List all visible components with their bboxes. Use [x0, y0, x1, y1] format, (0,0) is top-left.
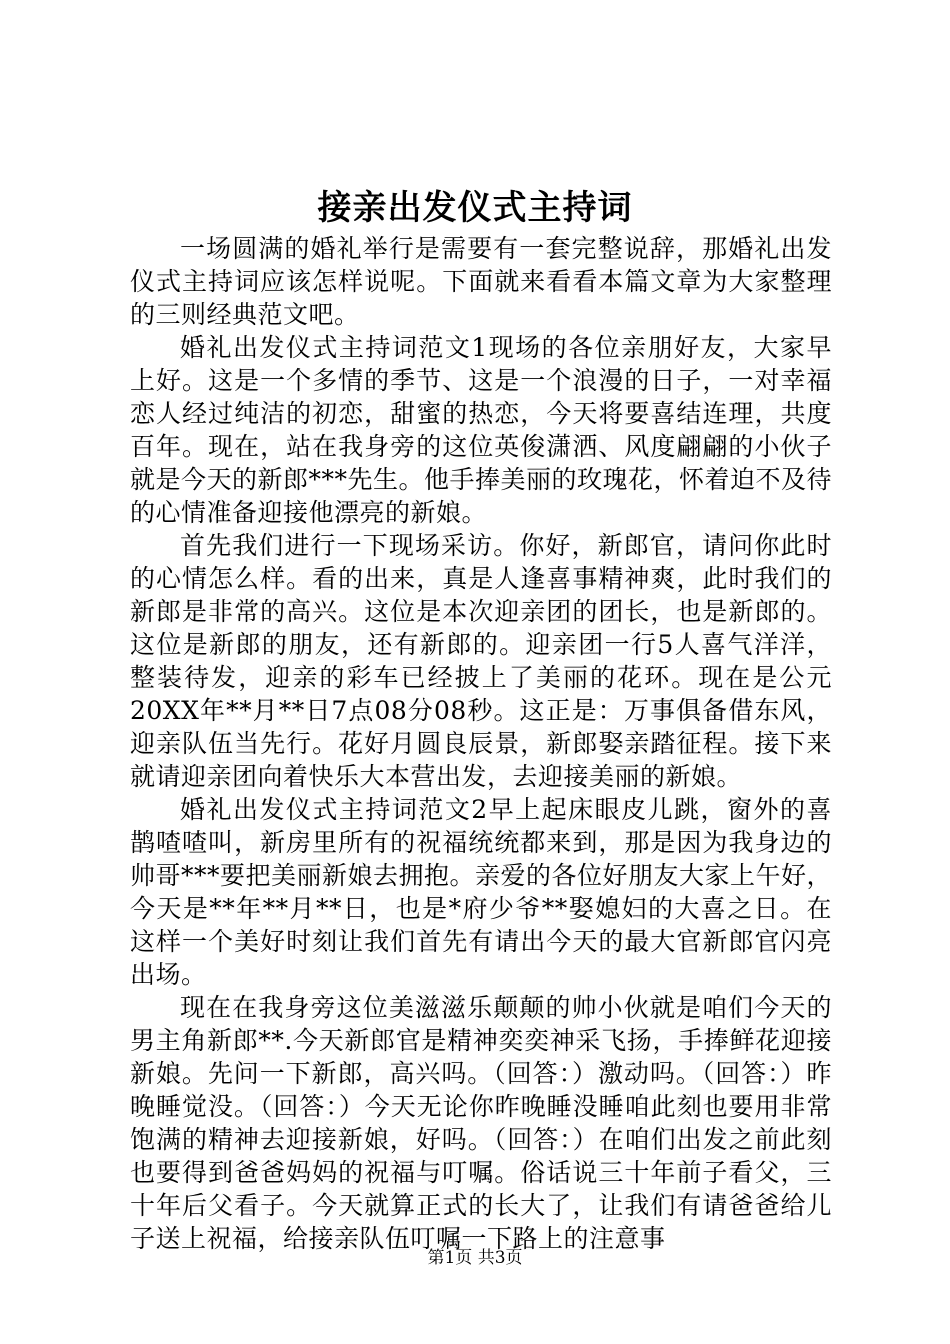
paragraph-sample-1: 婚礼出发仪式主持词范文1现场的各位亲朋好友，大家早上好。这是一个多情的季节、这是一个浪漫的日子，一对幸福恋人经过纯洁的初恋，甜蜜的热恋，今天将要喜结连理，共度百年。现在，站在我身旁的这位英俊潇洒、风度翩翩的小伙子就是今天的新郎***先生。他手捧美丽的玫瑰花，怀着迫不及待的心情准备迎接他漂亮的新娘。 [130, 333, 833, 527]
paragraph-interview: 首先我们进行一下现场采访。你好，新郎官，请问你此时的心情怎么样。看的出来，真是人逢喜事精神爽，此时我们的新郎是非常的高兴。这位是本次迎亲团的团长，也是新郎的。这位是新郎的朋友，还有新郎的。迎亲团一行5人喜气洋洋，整装待发，迎亲的彩车已经披上了美丽的花环。现在是公元20XX年**月**日7点08分08秒。这正是：万事俱备借东风，迎亲队伍当先行。花好月圆良辰景，新郎娶亲踏征程。接下来就请迎亲团向着快乐大本营出发，去迎接美丽的新娘。 [130, 531, 832, 791]
paragraph-sample-2: 婚礼出发仪式主持词范文2早上起床眼皮儿跳，窗外的喜鹊喳喳叫，新房里所有的祝福统统都来到，那是因为我身边的帅哥***要把美丽新娘去拥抱。亲爱的各位好朋友大家上午好，今天是**年**月**日，也是*府少爷**娶媳妇的大喜之日。在这样一个美好时刻让我们首先有请出今天的最大官新郎官闪亮出场。 [130, 795, 833, 989]
paragraph-intro: 一场圆满的婚礼举行是需要有一套完整说辞，那婚礼出发仪式主持词应该怎样说呢。下面就来看看本篇文章为大家整理的三则经典范文吧。 [130, 234, 832, 329]
page-number-footer: 第1页 共3页 [427, 1248, 523, 1268]
document-title: 接亲出发仪式主持词 [317, 188, 633, 228]
paragraph-groom-introduction: 现在在我身旁这位美滋滋乐颠颠的帅小伙就是咱们今天的男主角新郎**.今天新郎官是精神奕奕神采飞扬，手捧鲜花迎接新娘。先问一下新郎，高兴吗。（回答：）激动吗。（回答：）昨晚睡觉没。（回答：）今天无论你昨晚睡没睡咱此刻也要用非常饱满的精神去迎接新娘，好吗。（回答：）在咱们出发之前此刻也要得到爸爸妈妈的祝福与叮嘱。俗话说三十年前子看父，三十年后父看子。今天就算正式的长大了，让我们有请爸爸给儿子送上祝福，给接亲队伍叮嘱一下路上的注意事 [130, 993, 832, 1253]
document-body [130, 232, 832, 1255]
